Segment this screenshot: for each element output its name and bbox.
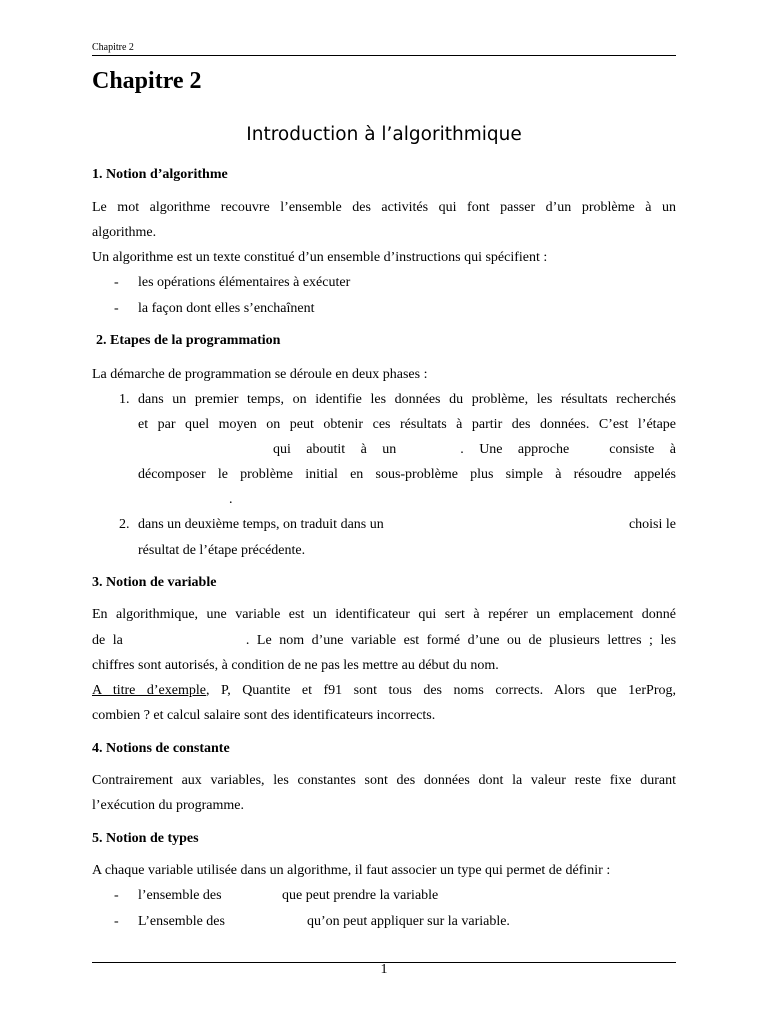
item-line: dans un premier temps, on identifie les données du problème, les résultats recherchés (138, 392, 676, 407)
bullet-dash: - (114, 914, 119, 929)
bullet-dash: - (114, 888, 119, 903)
section-4-line: Contrairement aux variables, les constantes sont des données dont la valeur reste fixe durant (92, 773, 676, 788)
item-line (138, 437, 676, 463)
section-3-line (92, 678, 676, 704)
item-line: résultat de l’étape précédente. (138, 543, 306, 558)
bullet-text: qu’on peut appliquer sur la variable. (307, 914, 510, 929)
item-number: 2. (119, 517, 130, 532)
bullet-text: L’ensemble des (138, 914, 225, 929)
item-line-text: choisi le (628, 517, 676, 532)
line-text: . Le nom d’une variable est formé d’une ou de plusieurs lettres ; les (245, 633, 677, 648)
section-1-para-line: Le mot algorithme recouvre l’ensemble des activités qui font passer d’un problème à un (92, 200, 676, 215)
section-3-line: En algorithmique, une variable est un identificateur qui sert à repérer un emplacement donné (92, 607, 676, 622)
bullet-dash: - (114, 301, 119, 316)
item-line: décomposer le problème initial en sous-problème plus simple à résoudre appelés (138, 467, 676, 482)
item-line: . (229, 492, 233, 507)
running-header: Chapitre 2 (92, 42, 134, 53)
bullet-text: les opérations élémentaires à exécuter (138, 275, 351, 290)
header-rule (92, 55, 676, 56)
section-3-heading: 3. Notion de variable (92, 575, 217, 590)
section-3-line: chiffres sont autorisés, à condition de ne pas les mettre au début du nom. (92, 658, 499, 673)
section-3-line: combien ? et calcul salaire sont des identificateurs incorrects. (92, 708, 436, 723)
item-line-text: dans un deuxième temps, on traduit dans un (138, 517, 384, 532)
item-line-text: consiste à (609, 442, 676, 457)
section-1-heading: 1. Notion d’algorithme (92, 167, 228, 182)
line-text: de la (92, 633, 123, 648)
section-5-heading: 5. Notion de types (92, 831, 199, 846)
bullet-text: la façon dont elles s’enchaînent (138, 301, 315, 316)
chapter-title: Chapitre 2 (92, 68, 202, 94)
item-line-text: qui aboutit à un (273, 442, 397, 457)
section-3-line (92, 628, 676, 654)
document-page (92, 0, 676, 1024)
section-5-intro: A chaque variable utilisée dans un algorithme, il faut associer un type qui permet de définir : (92, 863, 611, 878)
item-line-text: . Une approche (460, 442, 570, 457)
section-1-para-line: algorithme. (92, 225, 157, 240)
section-2-intro: La démarche de programmation se déroule en deux phases : (92, 367, 428, 382)
item-line (138, 512, 676, 538)
section-2-heading: 2. Etapes de la programmation (96, 333, 281, 348)
bullet-dash: - (114, 275, 119, 290)
section-4-line: l’exécution du programme. (92, 798, 245, 813)
section-4-heading: 4. Notions de constante (92, 741, 230, 756)
item-number: 1. (119, 392, 130, 407)
bullet-text: que peut prendre la variable (282, 888, 439, 903)
page-number: 1 (380, 962, 388, 977)
bullet-text: l’ensemble des (138, 888, 222, 903)
line-text: , P, Quantite et f91 sont tous des noms corrects. Alors que 1erProg, (205, 683, 677, 698)
document-title: Introduction à l’algorithmique (246, 124, 522, 145)
section-1-para-line: Un algorithme est un texte constitué d’un ensemble d’instructions qui spécifient : (92, 250, 548, 265)
underlined-text: A titre d’exemple (92, 683, 206, 698)
item-line: et par quel moyen on peut obtenir ces résultats à partir des données. C’est l’étape (138, 417, 676, 432)
